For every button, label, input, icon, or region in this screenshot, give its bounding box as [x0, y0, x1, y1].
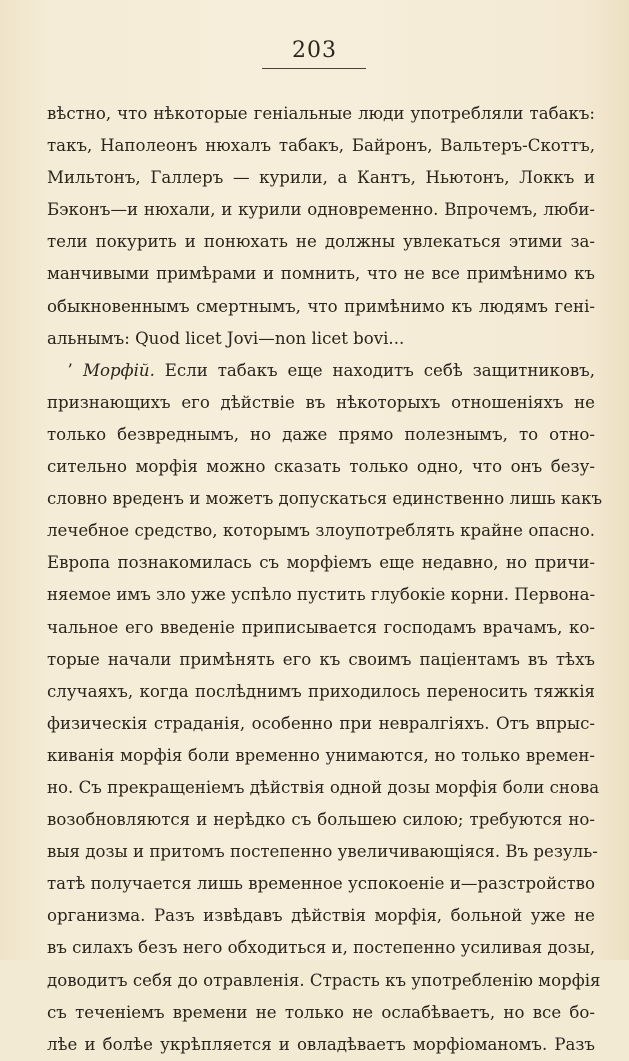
text-line: такъ, Наполеонъ нюхалъ табакъ, Байронъ, Вальтеръ-Скоттъ, — [47, 136, 595, 156]
text-line: Мильтонъ, Галлеръ — курили, а Кантъ, Ньютонъ, Локкъ и — [47, 168, 595, 188]
text-line: альнымъ: Quod licet Jovi—non licet bovi... — [47, 328, 405, 348]
text-line: сительно морфія можно сказать только одно, что онъ безу- — [47, 457, 595, 477]
paragraph-tobacco — [47, 98, 595, 355]
text-line: признающихъ его дѣйствіе въ нѣкоторыхъ отношеніяхъ не — [47, 392, 595, 412]
print-mark: ʼ — [67, 360, 73, 380]
paragraph-morphine — [47, 355, 603, 1061]
text-line: вѣстно, что нѣкоторые геніальные люди употребляли табакъ: — [47, 104, 595, 123]
text-line: няемое имъ зло уже успѣло пустить глубокіе корни. Первона- — [47, 585, 596, 605]
page-number: 203 — [292, 38, 337, 63]
page-body — [47, 98, 603, 1061]
text-line: съ теченіемъ времени не только не ослабѣваетъ, но все бо- — [47, 1002, 595, 1022]
text-line: тели покурить и понюхать не должны увлекаться этими за- — [47, 232, 595, 252]
text-line: Бэконъ—и нюхали, и курили одновременно. Впрочемъ, люби- — [47, 200, 595, 220]
text-line: возобновляются и нерѣдко съ большею силою; требуются но- — [47, 810, 595, 830]
text-line: но. Съ прекращеніемъ дѣйствія одной дозы морфія боли снова — [47, 777, 600, 797]
text-line: случаяхъ, когда послѣднимъ приходилось переносить тяжкія — [47, 681, 595, 701]
text-line: Европа познакомилась съ морфіемъ еще недавно, но причи- — [47, 553, 595, 573]
text-line: только безвреднымъ, но даже прямо полезнымъ, то отно- — [47, 424, 595, 444]
paragraph-first-line — [47, 355, 595, 387]
header-rule — [262, 68, 366, 69]
text-line: лечебное средство, которымъ злоупотреблять крайне опасно. — [47, 521, 595, 541]
text-line: организма. Разъ извѣдавъ дѣйствія морфія, больной уже не — [47, 906, 595, 926]
text-line: чальное его введеніе приписывается господамъ врачамъ, ко- — [47, 617, 595, 637]
text-line: словно вреденъ и можетъ допускаться единственно лишь какъ — [47, 489, 603, 509]
text-line: въ силахъ безъ него обходиться и, постепенно усиливая дозы, — [47, 938, 596, 958]
text-line: торые начали примѣнять его къ своимъ паціентамъ въ тѣхъ — [47, 649, 595, 669]
text-line: выя дозы и притомъ постепенно увеличивающіяся. Въ резуль- — [47, 842, 598, 862]
text-line: лѣе и болѣе укрѣпляется и овладѣваетъ морфіоманомъ. Разъ — [47, 1034, 595, 1054]
text-line: татѣ получается лишь временное успокоеніе и—разстройство — [47, 874, 595, 894]
text-line: манчивыми примѣрами и помнить, что не все примѣнимо къ — [47, 264, 595, 284]
text-line: обыкновеннымъ смертнымъ, что примѣнимо къ людямъ гені- — [47, 296, 595, 316]
section-term: Морфій. — [83, 360, 155, 380]
first-line-text: Если табакъ еще находитъ себѣ защитниковъ, — [154, 360, 595, 380]
text-line: физическія страданія, особенно при невралгіяхъ. Отъ впрыс- — [47, 713, 595, 733]
text-line: киванія морфія боли временно унимаются, но только времен- — [47, 745, 595, 765]
text-line: доводитъ себя до отравленія. Страсть къ употребленію морфія — [47, 970, 601, 990]
